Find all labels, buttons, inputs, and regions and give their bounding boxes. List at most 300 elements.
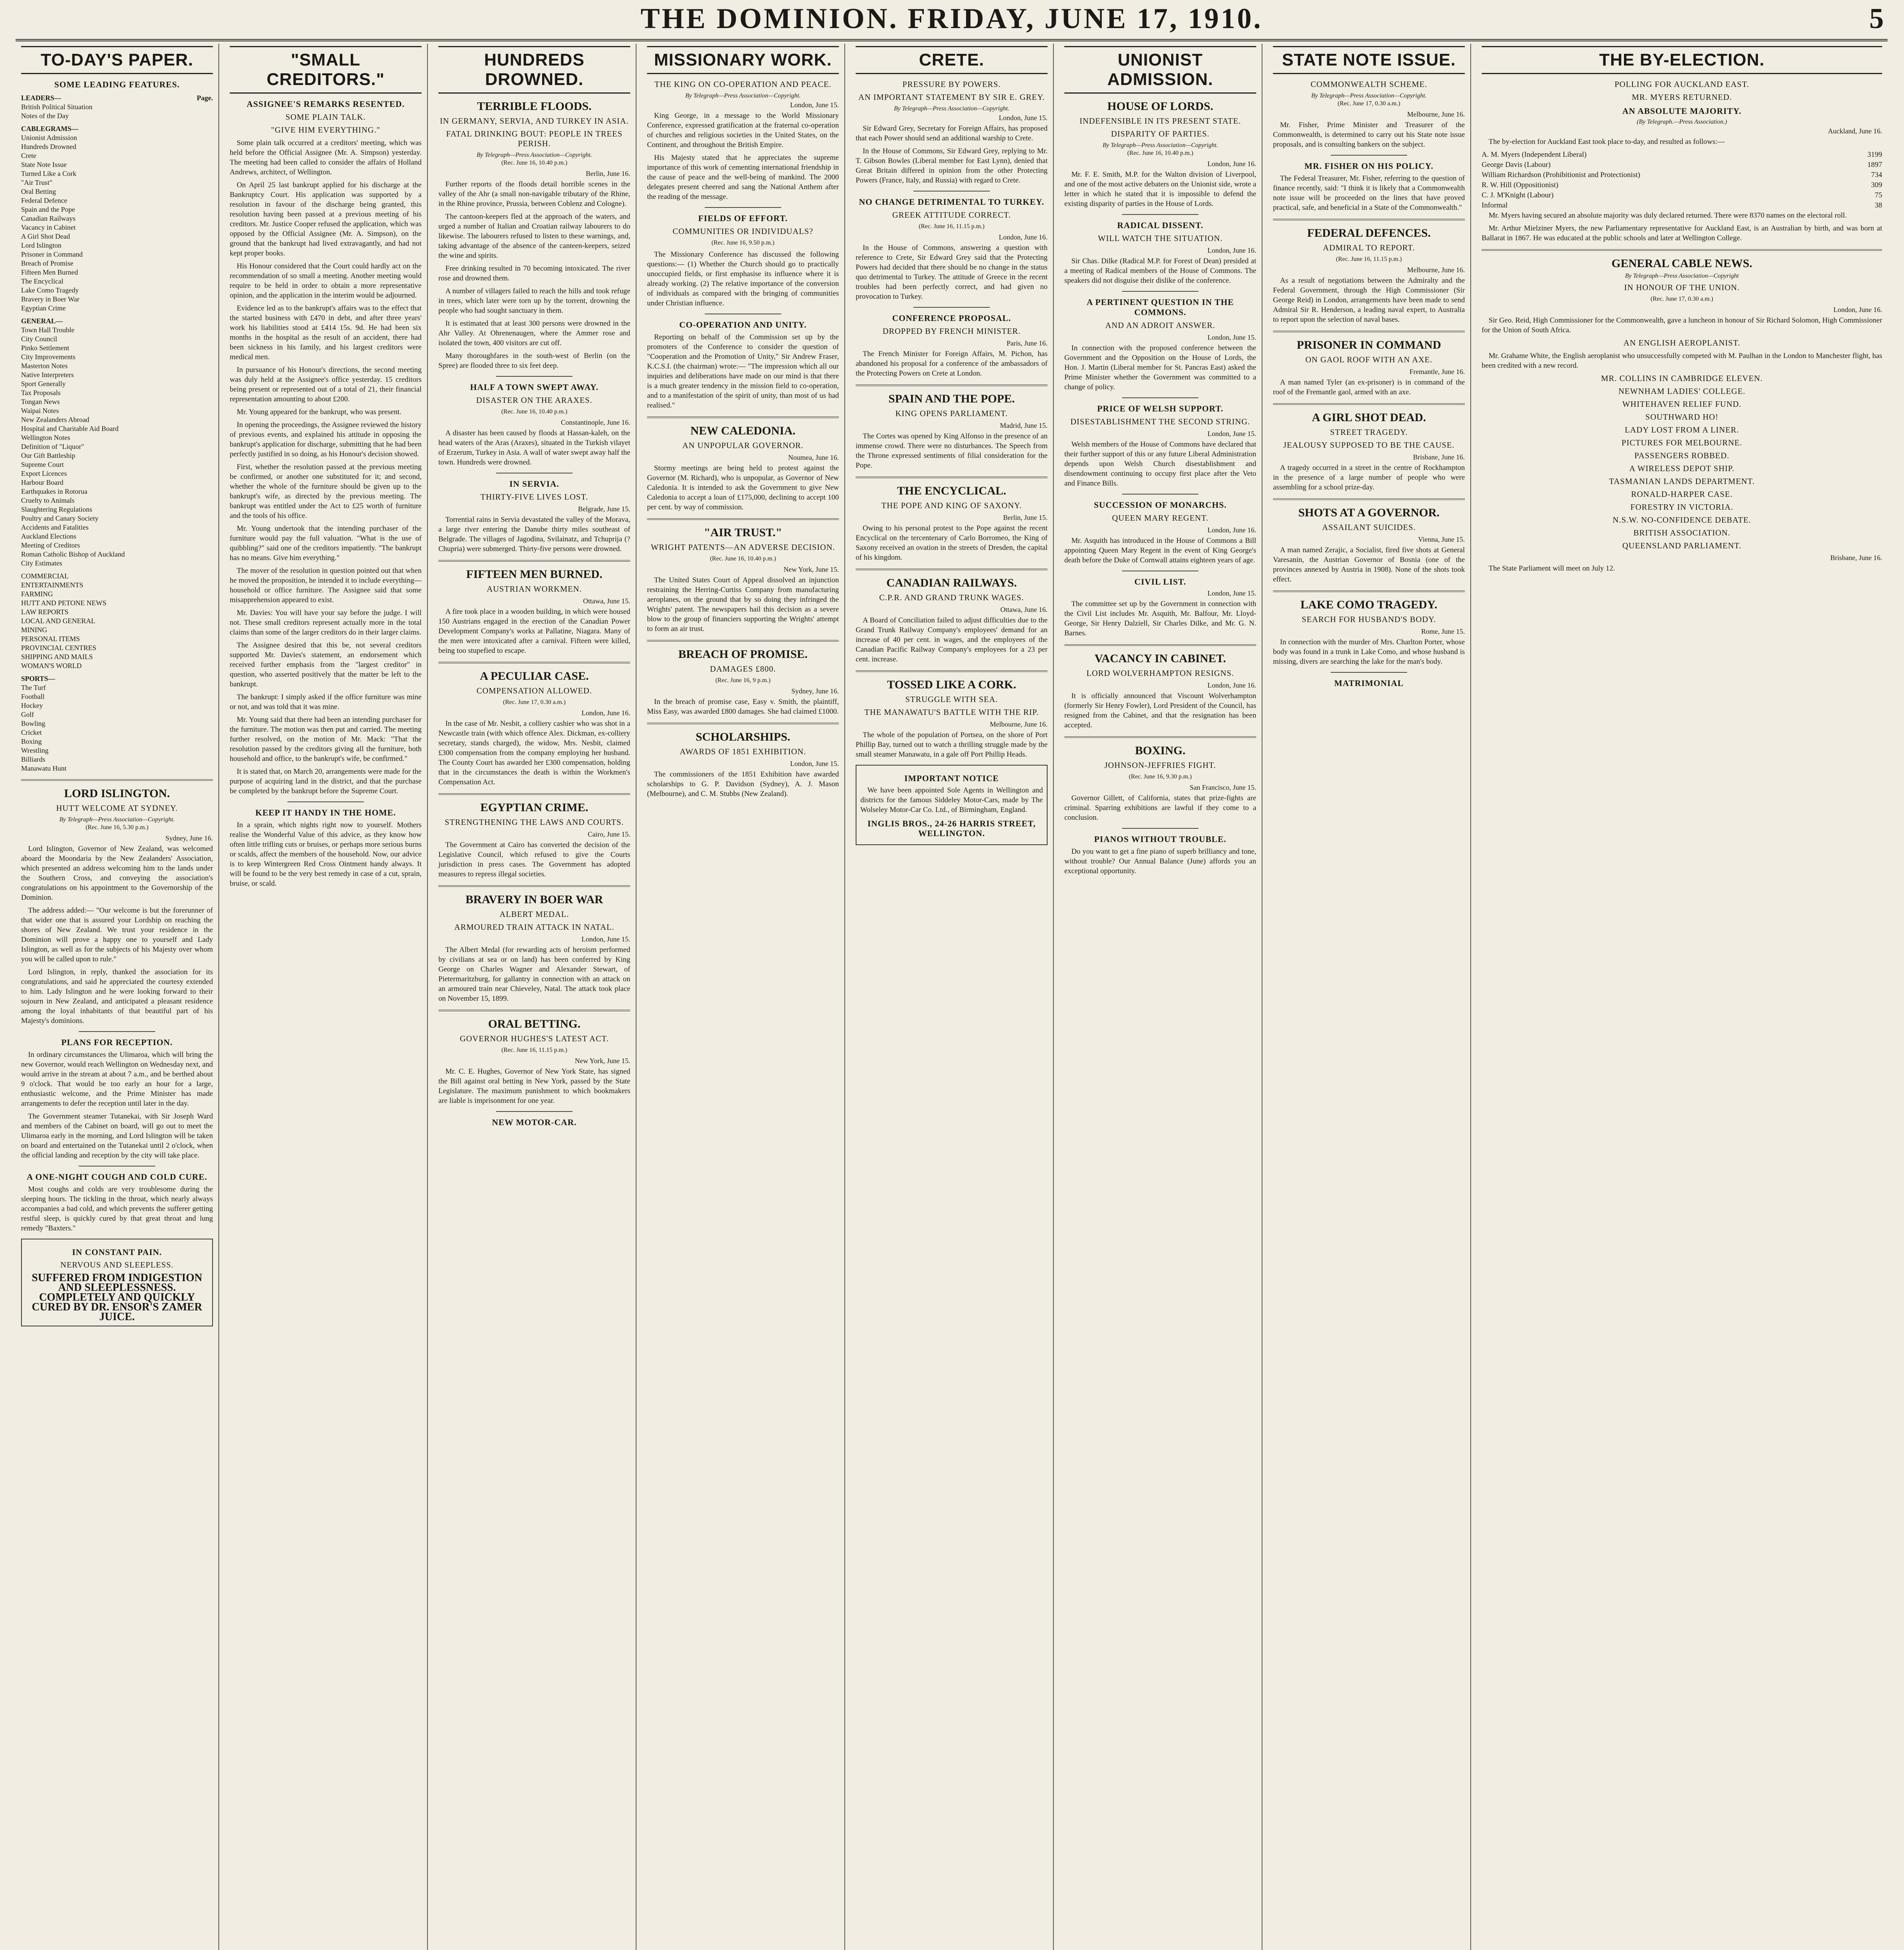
contents-item: Crete (21, 152, 36, 160)
press-credit: By Telegraph—Press Association—Copyright. (1103, 142, 1218, 149)
article-heading: ORAL BETTING. (488, 1018, 581, 1030)
section-heading: NO CHANGE DETRIMENTAL TO TURKEY. (859, 197, 1044, 207)
article-heading: BOXING. (1135, 744, 1186, 757)
contents-item: SHIPPING AND MAILS (21, 653, 93, 661)
candidate-votes: 1897 (1867, 161, 1882, 169)
article-paragraph: Mr. C. E. Hughes, Governor of New York State, has signed the Bill against oral betting in New York, passed by the State Legislature. The maximum punishment to which bookmakers are liable is imprisonment for one year. (438, 1067, 630, 1105)
section-heading: CONFERENCE PROPOSAL. (892, 313, 1011, 323)
dateline: Sydney, June 16. (791, 687, 839, 695)
contents-item: Waipai Notes (21, 407, 59, 415)
columns (16, 44, 1888, 1950)
section-heading: MR. FISHER ON HIS POLICY. (1304, 161, 1434, 171)
article-paragraph: Mr. Young said that there had been an intending purchaser for the furniture. The motion was then put and carried. The meeting further resolved, on the motion of Mr. Mack: "That the resolution passed by the creditors giving all the furniture, both household and office, to the bankrupt's wife, be confirmed." (230, 716, 422, 763)
contents-item: Accidents and Fatalities (21, 523, 89, 531)
article-heading: NEW CALEDONIA. (690, 424, 796, 437)
article-paragraph: The committee set up by the Government in connection with the Civil List includes Mr. Asquith, Mr. Balfour, Mr. Lloyd-George, Sir Henry Dalziell, Sir Charles Dilke, and Mr. G. N. Barnes. (1064, 600, 1256, 637)
divider (1122, 494, 1199, 495)
article-heading: CANADIAN RAILWAYS. (886, 576, 1017, 589)
dateline: London, June 16. (581, 709, 630, 717)
subheading: BRITISH ASSOCIATION. (1633, 528, 1730, 537)
contents-section-cablegrams: CABLEGRAMS— (21, 125, 79, 133)
election-result-row (1482, 150, 1882, 160)
contents-item: A Girl Shot Dead (21, 232, 70, 240)
subheading: THE MANAWATU'S BATTLE WITH THE RIP. (864, 707, 1039, 717)
contents-item: WOMAN'S WORLD (21, 662, 82, 670)
divider (438, 662, 630, 663)
ad-subheading: NERVOUS AND SLEEPLESS. (60, 1260, 174, 1269)
article-paragraph: The French Minister for Foreign Affairs, M. Pichon, has abandoned his proposal for a conference of the ambassadors of the Protecting Powers on Crete at London. (856, 350, 1048, 378)
subheading: AN ENGLISH AEROPLANIST. (1623, 338, 1741, 347)
contents-item: Cricket (21, 729, 42, 736)
subheading: GOVERNOR HUGHES'S LATEST ACT. (459, 1034, 609, 1043)
article-paragraph: In the case of Mr. Nesbit, a colliery cashier who was shot in a Newcastle train (with which offence Alex. Dickman, ex-colliery secretary, stands charged), the widow, Mrs. Nesbit, claimed £300 compensation from the company employing her husband. The County Court has awarded her £300 compensation, holding that in the circumstances the death is within the Workmen's Compensation Act. (438, 720, 630, 786)
column-unionist-admission (1059, 44, 1262, 1950)
article-paragraph: The Albert Medal (for rewarding acts of heroism performed by civilians at sea or on land) has been conferred by King George on Charles Wagner and Alexander Stewart, of Pietermaritzburg, for gallantry in connection with an attack on an armoured train near Chieveley, Natal. The attack took place on November 15, 1899. (438, 946, 630, 1003)
candidate-name: A. M. Myers (Independent Liberal) (1482, 151, 1587, 159)
subheading: ALBERT MEDAL. (499, 909, 569, 919)
article-paragraph: A man named Zerajic, a Socialist, fired five shots at General Varesanin, the Austrian Governor of Bosnia (one of the provinces annexed by Austria in 1908). None of the shots took effect. (1273, 546, 1465, 583)
subheading: THIRTY-FIVE LIVES LOST. (480, 492, 589, 502)
divider (1331, 155, 1408, 156)
section-heading: PRICE OF WELSH SUPPORT. (1097, 404, 1223, 413)
election-result-row (1482, 190, 1882, 200)
article-paragraph: As a result of negotiations between the Admiralty and the Federal Government, through the High Commissioner (Sir George Reid) in London, arrangements have been made to send Admiral Sir R. Henderson, a leading naval expert, to Australia to report upon the selection of naval bases. (1273, 277, 1465, 324)
article-heading: BREACH OF PROMISE. (678, 648, 808, 661)
contents-section-sports: SPORTS— (21, 675, 55, 682)
press-credit: (By Telegraph.—Press Association.) (1636, 119, 1727, 125)
dateline: Sydney, June 16. (165, 834, 213, 842)
subheading: THE POPE AND KING OF SAXONY. (881, 501, 1022, 510)
subheading: KING OPENS PARLIAMENT. (895, 409, 1008, 418)
zamer-juice-ad (21, 1239, 213, 1326)
article-paragraph: The Cortes was opened by King Alfonso in the presence of an immense crowd. There were no disturbances. The Speech from the Throne expressed sentiments of filial consideration for the Pope. (856, 432, 1048, 470)
contents-section-general: GENERAL— (21, 317, 63, 325)
dateline: Ottawa, June 16. (1000, 606, 1048, 613)
article-heading: PRISONER IN COMMAND (1297, 339, 1441, 351)
section-heading: HALF A TOWN SWEPT AWAY. (470, 382, 599, 392)
article-paragraph: Evidence led as to the bankrupt's affairs was to the effect that the started business with £470 in debt, and after three years' work his liabilities stood at £414 15s. 9d. He had been six months in the hospital as the result of an accident, there had been sickness in his family, and his largest creditors were medical men. (230, 304, 422, 361)
article-paragraph: Mr. Myers having secured an absolute majority was duly declared returned. There were 8370 names on the electoral roll. (1489, 211, 1847, 220)
subheading: AWARDS OF 1851 EXHIBITION. (679, 747, 807, 756)
election-result-row (1482, 170, 1882, 180)
subheading: DISPARITY OF PARTIES. (1111, 129, 1210, 138)
section-heading: SUCCESSION OF MONARCHS. (1094, 500, 1227, 510)
subheading: COMMUNITIES OR INDIVIDUALS? (672, 227, 814, 236)
candidate-votes: 38 (1875, 201, 1882, 209)
column-todays-paper (16, 44, 219, 1950)
dateline: Rome, June 15. (1421, 628, 1465, 635)
article-paragraph: In opening the proceedings, the Assignee reviewed the history of previous events, and explained his attitude in opposing the bankrupt's application for discharge, submitting that he had been perfectly justified in so doing, as his Honour's decision showed. (230, 421, 422, 458)
candidate-name: R. W. Hill (Oppositionist) (1482, 181, 1558, 189)
section-heading: RADICAL DISSENT. (1117, 220, 1204, 230)
subheading: RONALD-HARPER CASE. (1631, 489, 1733, 499)
divider (438, 793, 630, 795)
ad-heading: PIANOS WITHOUT TROUBLE. (1094, 834, 1227, 844)
received-time: (Rec. June 17, 0.30 a.m.) (1337, 100, 1401, 107)
candidate-name: Informal (1482, 201, 1508, 209)
received-time: (Rec. June 16, 10.40 p.m.) (1127, 150, 1193, 156)
article-paragraph: Lord Islington, in reply, thanked the association for its congratulations, and said he appreciated the courtesy extended to him. Lady Islington and he were looking forward to their sojourn in New Zealand, and anticipated a pleasant residence among the loyal inhabitants of that beautiful part of his Majesty's dominions. (21, 968, 213, 1025)
column-crete (850, 44, 1054, 1950)
contents-item: British Political Situation (21, 103, 93, 111)
divider (856, 569, 1048, 570)
article-heading: BRAVERY IN BOER WAR (465, 893, 603, 906)
subheading: TERRIBLE FLOODS. (477, 100, 592, 113)
dateline: Brisbane, June 16. (1830, 554, 1882, 562)
hundreds-drowned-heading: HUNDREDS DROWNED. (438, 46, 630, 94)
subheading: AN IMPORTANT STATEMENT BY SIR E. GREY. (858, 92, 1045, 102)
contents-item: New Zealanders Abroad (21, 416, 89, 424)
contents-item: Spain and the Pope (21, 206, 75, 213)
divider (1064, 644, 1256, 646)
dateline: London, June 15. (1207, 333, 1256, 341)
contents-item: Turned Like a Cork (21, 170, 76, 177)
contents-item: Wellington Notes (21, 434, 71, 441)
contents-item: Football (21, 693, 45, 700)
ad-headline: COMPLETELY AND QUICKLY CURED BY DR. ENSOR'S ZAMER JUICE. (32, 1291, 202, 1323)
contents-item: PROVINCIAL CENTRES (21, 644, 96, 652)
article-paragraph: Further reports of the floods detail horrible scenes in the valley of the Ahr (a small non-navigable tributary of the Rhine, in the Rhine province, Prussia, between Coblenz and Cologne). (438, 180, 630, 208)
contents-item: Tax Proposals (21, 389, 61, 397)
article-paragraph: In the breach of promise case, Easy v. Smith, the plaintiff, Miss Easy, was awarded £800 damages. She had claimed £1000. (647, 698, 839, 716)
contents-item: Earthquakes in Rotorua (21, 488, 87, 495)
contents-item: Lake Como Tragedy (21, 286, 79, 294)
dateline: London, June 16. (1207, 246, 1256, 254)
article-paragraph: The by-election for Auckland East took place to-day, and resulted as follows:— (1489, 138, 1725, 146)
section-heading: FIELDS OF EFFORT. (698, 213, 788, 223)
election-result-row (1482, 160, 1882, 170)
press-credit: By Telegraph—Press Association—Copyright. (477, 152, 592, 158)
received-time: (Rec. June 16, 11.15 p.m.) (1336, 256, 1402, 262)
article-paragraph: On April 25 last bankrupt applied for his discharge at the Bankruptcy Court. His application was supported by a resolution in favour of the discharge being granted, this resolution having been passed at a previous meeting of his creditors. Mr. Justice Cooper refused the application, which was opposed by the Official Assignee (Mr. A. Simpson), on the ground that the bankrupt had lived extravagantly, and had not kept proper books. (230, 181, 422, 257)
divider (438, 1010, 630, 1011)
contents-item: MINING (21, 626, 47, 634)
contents-item: Auckland Elections (21, 532, 76, 540)
contents-item: Tongan News (21, 398, 60, 406)
divider (79, 1031, 156, 1032)
subheading: STREET TRAGEDY. (1330, 427, 1408, 437)
article-paragraph: King George, in a message to the World Missionary Conference, expressed gratification at the fraternal co-operation of churches and religious societies in the United States, on the Continent, and throughout the British Empire. (647, 112, 839, 149)
subheading: AN ABSOLUTE MAJORITY. (1622, 106, 1742, 116)
article-paragraph: The Missionary Conference has discussed the following questions:— (1) Whether the Church should go to practically unoccupied fields, or first emphasise its influence where it is already working. (2) The relative importance of the conversion of individuals as compared with the bringing of communities under Christian influence. (647, 250, 839, 307)
section-heading: CO-OPERATION AND UNITY. (679, 320, 807, 330)
divider (1064, 736, 1256, 738)
contents-item: Hospital and Charitable Aid Board (21, 425, 119, 433)
candidate-votes: 3199 (1867, 151, 1882, 159)
received-time: (Rec. June 16, 9 p.m.) (715, 677, 771, 684)
article-heading: A GIRL SHOT DEAD. (1312, 411, 1426, 424)
article-paragraph: Mr. Fisher, Prime Minister and Treasurer of the Commonwealth, is determined to carry out his State note issue proposals, and is consulting bankers on the subject. (1273, 121, 1465, 149)
subheading: "GIVE HIM EVERYTHING." (271, 125, 381, 135)
contents-item: Cruelty to Animals (21, 496, 74, 504)
contents-item: The Turf (21, 684, 46, 691)
received-time: (Rec. June 16, 5.30 p.m.) (85, 824, 149, 831)
article-paragraph: Mr. Grahame White, the English aeroplanist who unsuccessfully competed with M. Paulhan in the London to Manchester flight, has been credited with a new record. (1482, 352, 1882, 370)
dateline: Auckland, June 16. (1828, 127, 1882, 135)
sports-list (21, 683, 213, 773)
article-heading: TOSSED LIKE A CORK. (887, 678, 1016, 691)
subheading: SOUTHWARD HO! (1645, 412, 1719, 422)
contents-item: Hockey (21, 702, 43, 709)
subheading: COMMONWEALTH SCHEME. (1310, 80, 1427, 89)
subheading: POLLING FOR AUCKLAND EAST. (1614, 80, 1750, 89)
article-paragraph: In pursuance of his Honour's directions, the second meeting was duly held at the Assignee's office yesterday. 15 creditors being present or represented out of a total of 21, their financial representation amounting to about £200. (230, 366, 422, 403)
contents-item: Supreme Court (21, 461, 64, 468)
subheading: GREEK ATTITUDE CORRECT. (892, 210, 1011, 220)
divider (438, 560, 630, 562)
candidate-votes: 734 (1871, 171, 1882, 179)
article-paragraph: Mr. Young appeared for the bankrupt, who was present. (237, 408, 402, 416)
article-paragraph: In the House of Commons, Sir Edward Grey, replying to Mr. T. Gibson Bowles (Liberal member for East Lynn), denied that Great Britain differed in opinion from the other Protecting Powers (France, Italy, and Russia) with regard to Crete. (856, 147, 1048, 184)
subheading: DISASTER ON THE ARAXES. (476, 395, 592, 405)
ad-headline: SUFFERED FROM INDIGESTION AND SLEEPLESSNESS. (32, 1272, 202, 1294)
ad-paragraph: In a sprain, which nights right now to yourself. Mothers realise the Wonderful Value of this advice, as they know how often little trifling cuts or bruises, or perhaps more serious burns or scalds, affect the members of the household. Now, our advice is to keep Wintergreen Red Cross Ointment handy always. It will be found to be the very best remedy in case of a cut, sprain, bruise, or scald. (230, 821, 422, 888)
press-credit: By Telegraph—Press Association—Copyright. (1311, 92, 1427, 99)
article-paragraph: Mr. F. E. Smith, M.P. for the Walton division of Liverpool, and one of the most active debaters on the Unionist side, wrote a letter in which he stated that it is impossible to defend the existing disparity of parties in the House of Lords. (1064, 170, 1256, 208)
column-hundreds-drowned (433, 44, 636, 1950)
article-paragraph: In ordinary circumstances the Ulimaroa, which will bring the new Governor, would reach Wellington on Wednesday next, and would arrive in the stream at about 7 a.m., and be berthed about 9 o'clock. That would be too early an hour for a large, enthusiastic welcome, and the Prime Minister has made arrangements to defer the reception until later in the day. (21, 1051, 213, 1108)
article-paragraph: In connection with the murder of Mrs. Charlton Porter, whose body was found in a trunk in Lake Como, and whose husband is missing, divers are searching the lake for the man's body. (1273, 638, 1465, 666)
subheading: THE KING ON CO-OPERATION AND PEACE. (654, 80, 831, 89)
article-heading: GENERAL CABLE NEWS. (1611, 257, 1752, 270)
article-paragraph: The Government at Cairo has converted the decision of the Legislative Council, which refused to give the Courts jurisdiction in press cases. The Government has adopted measures to repress illegal societies. (438, 841, 630, 878)
dateline: London, June 15. (790, 760, 839, 768)
dateline: Vienna, June 15. (1418, 535, 1465, 543)
contents-item: COMMERCIAL (21, 572, 69, 580)
subheading: MR. COLLINS IN CAMBRIDGE ELEVEN. (1601, 374, 1763, 383)
by-election-heading: THE BY-ELECTION. (1482, 46, 1882, 74)
contents-item: Poultry and Canary Society (21, 514, 99, 522)
article-paragraph: Mr. Arthur Mielziner Myers, the new Parliamentary representative for Auckland East, is an Australian by birth, and was born at Ballarat in 1867. He was educated at the public schools and later at Wellington College. (1482, 224, 1882, 242)
subheading: ARMOURED TRAIN ATTACK IN NATAL. (454, 922, 615, 932)
subheading: PASSENGERS ROBBED. (1634, 451, 1730, 460)
article-heading: A PECULIAR CASE. (480, 670, 589, 682)
election-result-row (1482, 180, 1882, 190)
divider (496, 1111, 573, 1112)
contents-item: Definition of "Liquor" (21, 443, 84, 450)
contents-item: Notes of the Day (21, 112, 69, 120)
election-results (1482, 150, 1882, 211)
article-paragraph: Torrential rains in Servia devastated the valley of the Morava, a large river entering the Danube thirty miles southeast of Belgrade. The villages of Jagodina, Svilainatz, and Tchuprija (? Chupria) were submerged. Thirty-five persons were drowned. (438, 516, 630, 553)
page-number: 5 (1869, 3, 1884, 35)
dateline: Noumea, June 16. (788, 454, 839, 461)
subheading: DAMAGES £800. (710, 664, 776, 674)
article-heading: VACANCY IN CABINET. (1094, 652, 1226, 665)
contents-item: "Air Trust" (21, 179, 53, 186)
article-paragraph: The mover of the resolution in question pointed out that when he moved the proposition, he intended it to include everything—household or office furniture. The Assignee said that some misapprehension appeared to exist. (230, 567, 422, 604)
contents-item: Canadian Railways (21, 214, 76, 222)
article-paragraph: His Majesty stated that he appreciates the supreme importance of this work of cementing international friendship in the cause of peace and the well-being of mankind. The 2000 delegates present cheered and sang the National Anthem after the reading of the message. (647, 154, 839, 201)
article-paragraph: A man named Tyler (an ex-prisoner) is in command of the roof of the Fremantle gaol, armed with an axe. (1273, 378, 1465, 396)
ad-heading: IN CONSTANT PAIN. (72, 1247, 162, 1257)
missionary-work-heading: MISSIONARY WORK. (647, 46, 839, 74)
dateline: London, June 16. (1207, 526, 1256, 534)
subheading: STRENGTHENING THE LAWS AND COURTS. (445, 817, 624, 827)
contents-item: Boxing (21, 737, 42, 745)
press-credit: By Telegraph—Press Association—Copyright. (894, 105, 1009, 112)
dateline: Melbourne, June 16. (990, 720, 1048, 728)
candidate-name: William Richardson (Prohibitionist and Protectionist) (1482, 171, 1640, 179)
contents-section-leaders: LEADERS— Page. (21, 94, 213, 102)
received-time: (Rec. June 16, 9.50 p.m.) (711, 239, 775, 246)
subheading: INDEFENSIBLE IN ITS PRESENT STATE. (1079, 116, 1241, 126)
contents-item: Meeting of Creditors (21, 541, 80, 549)
dateline: London, June 16. (1207, 681, 1256, 689)
subheading: PRESSURE BY POWERS. (902, 80, 1001, 89)
divider (287, 801, 364, 802)
article-paragraph: It is stated that, on March 20, arrangements were made for the purpose of acquiring land in the district, and that the purchase be completed by the bankrupt before the Supreme Court. (230, 768, 422, 795)
article-paragraph: Owing to his personal protest to the Pope against the recent Encyclical on the tercentenary of Carlo Borromeo, the King of Saxony received an ovation in the streets of Dresden, the capital of his kingdom. (856, 524, 1048, 562)
notice-heading: IMPORTANT NOTICE (904, 773, 999, 783)
contents-item: ENTERTAINMENTS (21, 581, 83, 589)
dateline: London, June 15. (1207, 589, 1256, 597)
received-time: (Rec. June 16, 11.15 p.m.) (501, 1047, 567, 1053)
column-state-note-issue (1268, 44, 1471, 1950)
contents-item: Breach of Promise (21, 259, 73, 267)
divider (1273, 403, 1465, 405)
contents-item: Roman Catholic Bishop of Auckland (21, 550, 125, 558)
section-heading: A PERTINENT QUESTION IN THE COMMONS. (1087, 297, 1234, 317)
subheading: IN HONOUR OF THE UNION. (1624, 283, 1740, 292)
subheading: ASSIGNEE'S REMARKS RESENTED. (246, 99, 405, 109)
subheading: AND AN ADROIT ANSWER. (1105, 321, 1215, 330)
article-paragraph: Sir Edward Grey, Secretary for Foreign Affairs, has proposed that each Power should send an additional warship to Crete. (856, 124, 1048, 142)
contents-item: Fifteen Men Burned (21, 268, 78, 276)
contents-item: Harbour Board (21, 479, 64, 486)
cough-ad-heading: A ONE-NIGHT COUGH AND COLD CURE. (27, 1172, 207, 1182)
contents-item: LAW REPORTS (21, 608, 69, 616)
article-paragraph: Stormy meetings are being held to protest against the Governor (M. Richard), who is unpopular, as Governor of New Caledonia. It is intended to ask the Government to give New Caledonia to accept a loan of £175,000, declining to accept 100 per cent. by way of commission. (647, 464, 839, 511)
article-paragraph: A Board of Conciliation failed to adjust difficulties due to the Grand Trunk Railway Company's employees' demand for an increase of 40 per cent. in wages, and the employees of the Canadian Pacific Railway Company's employees for a 23 per cent. increase. (856, 616, 1048, 663)
article-heading: SHOTS AT A GOVERNOR. (1298, 506, 1440, 519)
dateline: Berlin, June 15. (1003, 514, 1048, 521)
dateline: Berlin, June 16. (586, 170, 630, 177)
article-paragraph: Sir Chas. Dilke (Radical M.P. for Forest of Dean) presided at a meeting of Radical members of the House of Commons. The speakers did not disguise their dislike of the conference. (1064, 257, 1256, 285)
dateline: Melbourne, June 16. (1407, 266, 1465, 274)
divider (856, 385, 1048, 386)
subheading: MR. MYERS RETURNED. (1631, 92, 1732, 102)
received-time: (Rec. June 16, 10.40 p.m.) (501, 408, 567, 415)
contents-item: Bravery in Boer War (21, 295, 80, 303)
article-paragraph: The United States Court of Appeal dissolved an injunction restraining the Herring-Curtiss Company from manufacturing aeroplanes, on the ground that by so doing they infringed the Wrights' patent. The newspapers hail this decision as a severe blow to the group of financiers supporting the Wrights' attempt to form an air trust. (647, 576, 839, 633)
article-heading: EGYPTIAN CRIME. (480, 801, 589, 814)
article-heading: LAKE COMO TRAGEDY. (1300, 598, 1438, 611)
contents-item: Masterton Notes (21, 362, 68, 370)
subheading: NEWNHAM LADIES' COLLEGE. (1618, 386, 1746, 396)
received-time: (Rec. June 16, 9.30 p.m.) (1129, 773, 1192, 780)
article-paragraph: The whole of the population of Portsea, on the shore of Port Phillip Bay, turned out to watch a thrilling struggle made by the small steamer Manawatu, in a gale off Port Phillip Heads. (856, 731, 1048, 759)
received-time: (Rec. June 17, 0.30 a.m.) (1650, 296, 1713, 302)
dateline: London, June 15. (581, 935, 630, 943)
subheading: IN GERMANY, SERVIA, AND TURKEY IN ASIA. (440, 116, 629, 126)
contents-item: City Council (21, 335, 57, 343)
article-paragraph: The bankrupt: I simply asked if the office furniture was mine or not, and was told that it was mine. (230, 693, 422, 711)
press-credit: By Telegraph—Press Association—Copyright. (685, 92, 801, 99)
inglis-bros-notice (856, 765, 1048, 845)
contents-item: Export Licences (21, 470, 67, 477)
dateline: New York, June 15. (783, 566, 839, 573)
candidate-votes: 75 (1875, 191, 1882, 199)
subheading: C.P.R. AND GRAND TRUNK WAGES. (879, 593, 1024, 602)
candidate-name: George Davis (Labour) (1482, 161, 1551, 169)
subheading: WILL WATCH THE SITUATION. (1098, 234, 1223, 243)
leaders-list (21, 103, 213, 121)
dateline: London, June 16. (1207, 160, 1256, 168)
contents-item: Vacancy in Cabinet (21, 223, 76, 231)
dateline: London, June 15. (790, 101, 839, 109)
article-paragraph: It is estimated that at least 300 persons were drowned in the Ahr Valley. At Ohrenenaugen, where the Ammer rose and isolated the town, 400 visitors are cut off. (438, 319, 630, 347)
subheading: AN UNPOPULAR GOVERNOR. (682, 441, 804, 450)
islington-heading: LORD ISLINGTON. (64, 787, 170, 800)
divider (1273, 219, 1465, 220)
divider (856, 670, 1048, 672)
state-note-issue-heading: STATE NOTE ISSUE. (1273, 46, 1465, 74)
article-paragraph: It is officially announced that Viscount Wolverhampton (formerly Sir Henry Fowler), Lord President of the Council, has resigned from the Cabinet, and that the resignation has been accepted. (1064, 692, 1256, 729)
contents-item: Sport Generally (21, 380, 66, 388)
article-paragraph: A fire took place in a wooden building, in which were housed 150 Austrians engaged in the erection of the Canadian Power Development Company's works at Pallatine, Niagara. Many of the men were intoxicated after a carnival. Fifteen were killed, being too stupefied to escape. (438, 608, 630, 655)
divider (647, 640, 839, 642)
article-paragraph: The Government steamer Tutanekai, with Sir Joseph Ward and members of the Cabinet on board, will go out to meet the Ulimaroa early in the morning, and Lord Islington will be taken on board and entertained on the Tutanekai until 2 o'clock, when the official landing and reception by the city will take place. (21, 1112, 213, 1159)
divider (913, 307, 990, 308)
article-paragraph: The address added:— "Our welcome is but the forerunner of that wider one that is assured your Lordship on reaching the shores of New Zealand. We trust your residence in the Dominion will prove a happy one to yourself and Lady Islington, as well as for the subjects of his Majesty over whom you will be called upon to rule." (21, 906, 213, 963)
subheading: FATAL DRINKING BOUT: PEOPLE IN TREES PERISH. (446, 129, 623, 148)
sections-list (21, 572, 213, 670)
subheading: QUEENSLAND PARLIAMENT. (1622, 541, 1742, 550)
subheading: PICTURES FOR MELBOURNE. (1621, 438, 1743, 447)
received-time: (Rec. June 16, 10.40 p.m.) (710, 555, 776, 562)
article-paragraph: Governor Gillett, of California, states that prize-fights are criminal. Sparring exhibitions are lawful if they come to a conclusion. (1064, 794, 1256, 822)
divider (856, 477, 1048, 478)
article-paragraph: The commissioners of the 1851 Exhibition have awarded scholarships to G. P. Davidson (Sydney), A. J. Mason (Melbourne), and C. M. Stubbs (New Zealand). (647, 770, 839, 798)
dateline: London, June 15. (1207, 430, 1256, 438)
article-paragraph: The Federal Treasurer, Mr. Fisher, referring to the question of finance recently, said: "I think it is likely that a Commonwealth note issue will be proceeded on the lines that have proved practical, safe, and beneficial in a State of the Commonwealth." (1273, 174, 1465, 212)
crete-heading: CRETE. (856, 46, 1048, 74)
dateline: Belgrade, June 15. (578, 505, 630, 513)
dateline: London, June 16. (999, 233, 1048, 241)
subheading: TASMANIAN LANDS DEPARTMENT. (1609, 477, 1755, 486)
subheading: STRUGGLE WITH SEA. (905, 695, 998, 704)
article-paragraph: Reporting on behalf of the Commission set up by the promoters of the Conference to consider the question of "Cooperation and the Promotion of Unity," Sir Andrew Fraser, K.C.S.I. (the chairman) wrote:— "The impression which all our inquiries and deliberations have made on our mind is that there is a much greater tendency in the mission field to co-operation, and to a manifestation of the spirit of unity, than most of us had realised." (647, 333, 839, 410)
keep-handy-ad-heading: KEEP IT HANDY IN THE HOME. (255, 808, 396, 817)
column-missionary-work (642, 44, 845, 1950)
contents-item: City Improvements (21, 353, 76, 361)
article-paragraph: Welsh members of the House of Commons have declared that their further support of this or any future Liberal Administration depends upon Welsh Church disestablishment and disendowment continuing to occupy first place after the Veto and Finance Bills. (1064, 440, 1256, 488)
column-small-creditors (224, 44, 428, 1950)
article-heading: FIFTEEN MEN BURNED. (466, 568, 603, 581)
section-heading: IN SERVIA. (509, 479, 559, 489)
election-result-row (1482, 200, 1882, 211)
contents-item: Golf (21, 711, 34, 718)
article-paragraph: A tragedy occurred in a street in the centre of Rockhampton in the presence of a large number of people who were assembling for a school prize-day. (1273, 464, 1465, 491)
candidate-votes: 309 (1871, 181, 1882, 189)
article-paragraph: His Honour considered that the Court could hardly act on the recommendation of so small a meeting. Another meeting would require to be held in order to obtain a more representative opinion, and the application in the interim would be adjourned. (230, 262, 422, 300)
dateline: Paris, June 16. (1007, 339, 1048, 347)
article-paragraph: Mr. Davies: You will have your say before the judge. I will not. These small creditors represent actually more in the total claims than some of the larger creditors do in their larger claims. (230, 609, 422, 636)
section-heading: CIVIL LIST. (1134, 577, 1186, 587)
contents-item: The Encyclical (21, 277, 64, 285)
press-credit: By Telegraph—Press Association—Copyright (1625, 273, 1739, 279)
ad-paragraph: Most coughs and colds are very troublesome during the sleeping hours. The tickling in the throat, which nearly always accompanies a bad cold, and which prevents the sufferer getting restful sleep, is quickly cured by that great throat and lung remedy "Baxters." (21, 1185, 213, 1232)
cablegrams-list (21, 133, 213, 313)
divider (1122, 214, 1199, 215)
subheading: ON GAOL ROOF WITH AN AXE. (1305, 355, 1432, 364)
contents-item: Our Gift Battleship (21, 452, 75, 459)
islington-subheading: HUTT WELCOME AT SYDNEY. (56, 803, 178, 813)
article-paragraph: Mr. Young undertook that the intending purchaser of the furniture would pay the full valuation. "What is the use of quibbling?" said one of the creditors impatiently. "The bankrupt has no means. Give him everything." (230, 525, 422, 562)
dateline: Constantinople, June 16. (561, 418, 630, 426)
contents-item: Bowling (21, 720, 46, 727)
contents-item: Pinko Settlement (21, 344, 69, 352)
